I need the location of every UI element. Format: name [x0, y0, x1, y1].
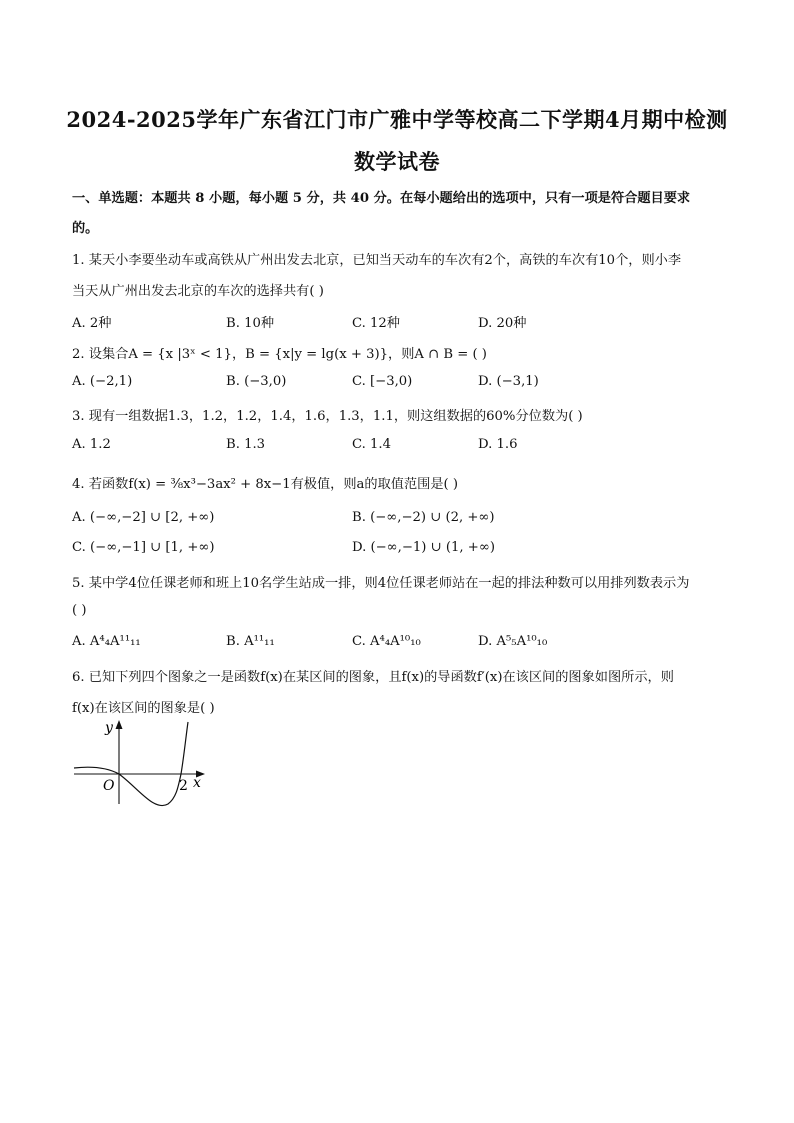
question-4-option-c: C. (−∞,−1] ∪ [1, +∞) [72, 540, 215, 555]
question-6-stem-line2: f(x)在该区间的图象是( ) [72, 701, 215, 716]
question-1-option-c: C. 12种 [352, 316, 400, 331]
exam-title-line1: 2024-2025学年广东省江门市广雅中学等校高二下学期4月期中检测 [66, 107, 728, 132]
question-1-option-a: A. 2种 [72, 316, 112, 331]
question-6-stem-line1: 6. 已知下列四个图象之一是函数f(x)在某区间的图象，且f(x)的导函数f′(x)在该区间的图象如图所示，则 [72, 670, 674, 685]
question-2-stem: 2. 设集合A = {x |3ˣ < 1}，B = {x|y = lg(x + 3)}，则A ∩ B = ( ) [72, 347, 487, 362]
question-2-option-d: D. (−3,1) [478, 374, 539, 389]
question-2-option-a: A. (−2,1) [72, 374, 133, 389]
derivative-curve [74, 722, 188, 806]
x-axis-label: x [193, 775, 201, 791]
question-4-option-a: A. (−∞,−2] ∪ [2, +∞) [72, 510, 215, 525]
question-5-stem-line1: 5. 某中学4位任课老师和班上10名学生站成一排，则4位任课老师站在一起的排法种数可以用排列数表示为 [72, 576, 690, 591]
tick-label-2: 2 [179, 778, 188, 794]
question-2-option-b: B. (−3,0) [226, 374, 287, 389]
question-2-option-c: C. [−3,0) [352, 374, 413, 389]
question-3-option-a: A. 1.2 [72, 437, 111, 452]
question-5-option-a: A. A⁴₄A¹¹₁₁ [72, 634, 141, 649]
question-5-stem-line2: ( ) [72, 603, 87, 618]
question-3-option-b: B. 1.3 [226, 437, 266, 452]
question-4-option-d: D. (−∞,−1) ∪ (1, +∞) [352, 540, 495, 555]
question-5-option-d: D. A⁵₅A¹⁰₁₀ [478, 634, 548, 649]
derivative-graph-figure [68, 716, 218, 808]
question-3-option-c: C. 1.4 [352, 437, 391, 452]
section-heading-line1: 一、单选题：本题共 8 小题，每小题 5 分，共 40 分。在每小题给出的选项中，只有一项是符合题目要求 [72, 191, 691, 206]
question-3-option-d: D. 1.6 [478, 437, 518, 452]
question-5-option-b: B. A¹¹₁₁ [226, 634, 275, 649]
question-3-stem: 3. 现有一组数据1.3，1.2，1.2，1.4，1.6，1.3，1.1，则这组数据的60%分位数为( ) [72, 409, 583, 424]
question-4-option-b: B. (−∞,−2) ∪ (2, +∞) [352, 510, 495, 525]
question-4-stem: 4. 若函数f(x) = ³⁄₈x³−3ax² + 8x−1有极值，则a的取值范围是( ) [72, 477, 459, 492]
question-1-option-d: D. 20种 [478, 316, 527, 331]
question-1-stem-line1: 1. 某天小李要坐动车或高铁从广州出发去北京，已知当天动车的车次有2个，高铁的车次有10个，则小李 [72, 253, 682, 268]
origin-label: O [103, 778, 115, 794]
question-1-option-b: B. 10种 [226, 316, 275, 331]
y-axis-arrow [116, 720, 123, 729]
exam-title-line2: 数学试卷 [354, 149, 440, 174]
section-heading-line2: 的。 [72, 221, 99, 236]
y-axis-label: y [105, 720, 113, 736]
question-5-option-c: C. A⁴₄A¹⁰₁₀ [352, 634, 421, 649]
question-1-stem-line2: 当天从广州出发去北京的车次的选择共有( ) [72, 284, 324, 299]
